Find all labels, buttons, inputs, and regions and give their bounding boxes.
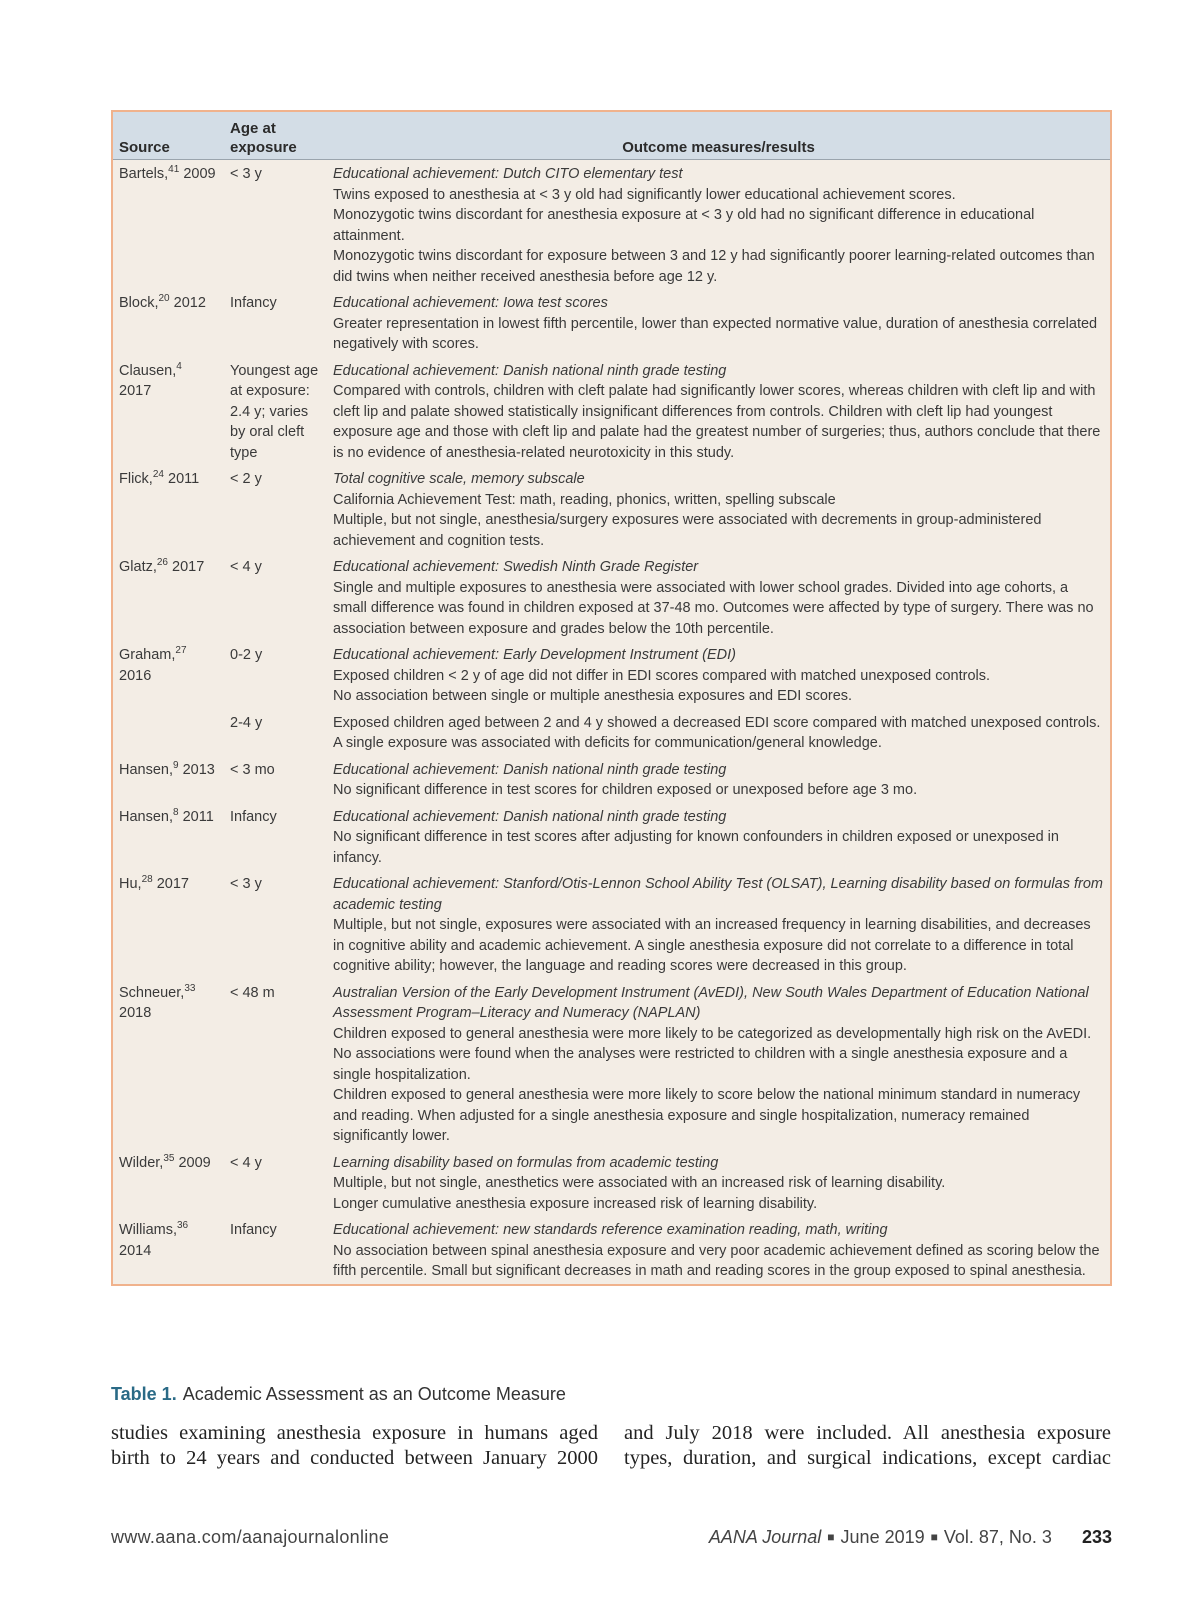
outcome-measure-title: Educational achievement: Stanford/Otis-Lennon School Ability Test (OLSAT), Learning disability based on formulas from academic testing (333, 876, 1103, 913)
footer-url[interactable]: www.aana.com/aanajournalonline (111, 1527, 390, 1547)
outcome-measure-title: Educational achievement: Iowa test scores (333, 295, 608, 311)
age-cell: 0-2 y (230, 647, 263, 663)
outcome-cell (327, 357, 1110, 466)
outcome-result-text: Monozygotic twins discordant for anesthesia exposure at < 3 y old had no significant difference in educational attainment. (333, 207, 1035, 244)
outcome-cell (327, 979, 1110, 1149)
outcome-measure-title: Educational achievement: new standards reference examination reading, math, writing (333, 1222, 888, 1238)
age-cell: < 4 y (230, 559, 262, 575)
outcome-result-text: Multiple, but not single, anesthetics were associated with an increased risk of learning disability. (333, 1175, 946, 1191)
outcome-result-text: Children exposed to general anesthesia were more likely to score below the national minimum standard in numeracy and reading. When adjusted for a single anesthesia exposure and single hospitalization, numeracy remained significantly lower. (333, 1087, 1081, 1144)
reference-number: 27 (175, 645, 187, 656)
outcome-cell (327, 803, 1110, 871)
source-cell (113, 553, 224, 641)
outcome-measure-title: Educational achievement: Danish national ninth grade testing (333, 362, 727, 379)
outcome-result-text: Exposed children < 2 y of age did not differ in EDI scores compared with matched unexposed controls. (333, 667, 991, 684)
outcome-measure-title: Australian Version of the Early Development Instrument (AvEDI), New South Wales Department of Education National Assessment Program–Literacy and Numeracy (NAPLAN) (333, 984, 1089, 1021)
outcome-measure-title: Educational achievement: Danish national ninth grade testing (333, 808, 727, 825)
age-cell: Infancy (230, 295, 277, 311)
footer-volume: Vol. 87, No. 3 (943, 1527, 1052, 1547)
reference-number: 36 (177, 1220, 189, 1231)
source-cell (113, 465, 224, 553)
outcome-cell (327, 1216, 1110, 1284)
header-source: Source (113, 112, 224, 160)
source-year: 2013 (182, 761, 215, 778)
source-year: 2011 (168, 471, 200, 487)
source-cell (113, 870, 224, 979)
table-row (113, 1216, 1110, 1284)
table-row (113, 465, 1110, 553)
source-year: 2014 (119, 1242, 152, 1259)
outcome-result-text: No significant difference in test scores after adjusting for known confounders in children exposed or unexposed in infancy. (333, 829, 1059, 866)
age-cell: Youngest age at exposure: 2.4 y; varies by oral cleft type (230, 362, 319, 461)
source-author: Hansen, (119, 808, 174, 825)
age-cell: < 4 y (230, 1154, 262, 1171)
source-year: 2017 (156, 876, 189, 892)
source-year: 2017 (172, 559, 205, 575)
source-cell (113, 803, 224, 871)
table-row (113, 641, 1110, 709)
outcome-measure-title: Educational achievement: Dutch CITO elementary test (333, 166, 683, 182)
source-author: Block, (119, 295, 159, 311)
footer-date: June 2019 (840, 1527, 925, 1547)
outcome-cell (327, 641, 1110, 709)
table-caption (111, 1384, 566, 1405)
outcome-cell (327, 1149, 1110, 1217)
source-year: 2009 (183, 166, 216, 182)
source-author: Hansen, (119, 761, 174, 778)
source-year: 2011 (182, 808, 214, 825)
outcome-cell (327, 289, 1110, 357)
source-cell (113, 289, 224, 357)
outcome-cell (327, 160, 1110, 290)
source-author: Williams, (119, 1222, 177, 1238)
outcome-result-text: California Achievement Test: math, reading, phonics, written, spelling subscale (333, 491, 836, 508)
outcome-cell (327, 870, 1110, 979)
source-author: Wilder, (119, 1154, 164, 1171)
table-row (113, 1149, 1110, 1217)
outcome-result-text: No association between spinal anesthesia exposure and very poor academic achievement defined as scoring below the fifth percentile. Small but significant decreases in math and reading scores in the group exposed to spinal anesthesia. (333, 1242, 1100, 1279)
page-number: 233 (1081, 1527, 1112, 1547)
caption-label: Table 1. (111, 1384, 177, 1404)
source-year: 2016 (119, 667, 152, 684)
body-text-right-column: and July 2018 were included. All anesthesia exposure types, duration, and surgical indications, except cardiac (624, 1422, 1111, 1469)
outcome-result-text: Monozygotic twins discordant for exposure between 3 and 12 y had significantly poorer learning-related outcomes than did twins when neither received anesthesia before age 12 y. (333, 248, 1095, 285)
outcome-result-text: Multiple, but not single, exposures were associated with an increased frequency in learning disabilities, and decreases in cognitive ability and academic achievement. A single anesthesia exposure did not correlate to a difference in total cognitive ability; however, the language and reading scores were decreased in this group. (333, 917, 1091, 974)
outcome-result-text: Greater representation in lowest fifth percentile, lower than expected normative value, duration of anesthesia correlated negatively with scores. (333, 315, 1098, 352)
header-outcome: Outcome measures/results (327, 112, 1110, 160)
outcome-cell (327, 756, 1110, 803)
source-author: Glatz, (119, 559, 157, 575)
body-text-left-column: studies examining anesthesia exposure in humans aged birth to 24 years and conducted between January 2000 (111, 1422, 598, 1469)
age-cell: Infancy (230, 808, 277, 825)
source-cell (113, 1216, 224, 1284)
reference-number: 8 (173, 806, 179, 818)
source-author: Graham, (119, 647, 176, 663)
outcome-measure-title: Educational achievement: Early Development Instrument (EDI) (333, 647, 736, 663)
outcome-measure-title: Learning disability based on formulas from academic testing (333, 1154, 719, 1171)
outcome-cell (327, 553, 1110, 641)
source-year: 2017 (119, 383, 152, 399)
outcome-result-text: Compared with controls, children with cleft palate had significantly lower scores, whereas children with cleft lip and with cleft lip and palate showed statistically insignificant differences from controls. Children with cleft lip had youngest exposure age and those with cleft lip and palate had the greatest number of surgeries; thus, authors conclude that there is no evidence of anesthesia-related neurotoxicity in this study. (333, 383, 1101, 461)
outcome-result-text: Single and multiple exposures to anesthesia were associated with lower school grades. Divided into age cohorts, a small difference was found in children exposed at 37-48 mo. Outcomes were affected by type of surgery. There was no association between exposure and grades below the 10th percentile. (333, 579, 1094, 637)
footer-journal: AANA Journal (708, 1527, 822, 1547)
outcome-result-text: No association between single or multiple anesthesia exposures and EDI scores. (333, 688, 853, 704)
header-age: Age at exposure (224, 112, 327, 160)
reference-number: 28 (141, 874, 153, 885)
source-year: 2018 (119, 1005, 152, 1021)
outcome-result-text: Exposed children aged between 2 and 4 y showed a decreased EDI score compared with matched unexposed controls. A single exposure was associated with deficits for communication/general knowledge. (333, 714, 1101, 751)
source-author: Schneuer, (119, 984, 185, 1001)
footer-citation (709, 1527, 1112, 1548)
table-row (113, 870, 1110, 979)
reference-number: 26 (156, 557, 168, 568)
source-author: Clausen, (119, 362, 177, 379)
source-author: Bartels, (119, 166, 169, 182)
table-row (113, 160, 1110, 290)
table-row (113, 357, 1110, 466)
age-cell: < 3 y (230, 166, 262, 182)
source-year: 2009 (178, 1154, 211, 1171)
reference-number: 4 (176, 360, 182, 372)
source-cell (113, 1149, 224, 1217)
source-cell (113, 756, 224, 803)
table-body (113, 160, 1110, 1284)
reference-number: 41 (168, 164, 180, 175)
table-row (113, 803, 1110, 871)
outcome-measure-title: Educational achievement: Danish national ninth grade testing (333, 761, 727, 778)
outcome-result-text: Longer cumulative anesthesia exposure increased risk of learning disability. (333, 1195, 818, 1212)
age-cell: < 2 y (230, 471, 262, 487)
age-cell: Infancy (230, 1222, 277, 1238)
source-cell (113, 979, 224, 1149)
table-row (113, 979, 1110, 1149)
caption-text: Academic Assessment as an Outcome Measure (182, 1384, 566, 1404)
outcome-measure-title: Educational achievement: Swedish Ninth Grade Register (333, 559, 699, 575)
source-cell (113, 160, 224, 290)
source-year: 2012 (173, 295, 206, 311)
outcome-cell (327, 465, 1110, 553)
source-cell (113, 641, 224, 709)
age-cell: 2-4 y (230, 714, 263, 731)
table-row (113, 553, 1110, 641)
outcome-result-text: Children exposed to general anesthesia were more likely to be categorized as developmentally high risk on the AvEDI. No associations were found when the analyses were restricted to children with a single anesthesia exposure and a single hospitalization. (333, 1025, 1092, 1083)
table-row (113, 756, 1110, 803)
outcome-result-text: Multiple, but not single, anesthesia/surgery exposures were associated with decrements in group-administered achievement and cognition tests. (333, 512, 1042, 549)
table-row (113, 709, 1110, 756)
outcome-result-text: Twins exposed to anesthesia at < 3 y old had significantly lower educational achievement scores. (333, 186, 956, 203)
age-cell: < 48 m (230, 984, 275, 1001)
source-author: Flick, (119, 471, 153, 487)
reference-number: 33 (184, 982, 196, 994)
table-header-row (113, 112, 1110, 160)
results-table-container (111, 110, 1112, 1286)
age-cell: < 3 y (230, 876, 262, 892)
source-author: Hu, (119, 876, 142, 892)
outcome-cell (327, 709, 1110, 756)
footer-separator: ■ (827, 1530, 835, 1544)
outcome-result-text: No significant difference in test scores for children exposed or unexposed before age 3 mo. (333, 782, 918, 798)
reference-number: 20 (158, 293, 170, 304)
results-table (113, 112, 1110, 1284)
outcome-measure-title: Total cognitive scale, memory subscale (333, 471, 585, 487)
reference-number: 35 (163, 1152, 175, 1164)
footer-separator: ■ (930, 1530, 938, 1544)
reference-number: 24 (152, 469, 164, 480)
table-row (113, 289, 1110, 357)
source-cell (113, 357, 224, 466)
source-cell (113, 709, 224, 756)
reference-number: 9 (173, 759, 179, 771)
age-cell: < 3 mo (230, 761, 275, 778)
